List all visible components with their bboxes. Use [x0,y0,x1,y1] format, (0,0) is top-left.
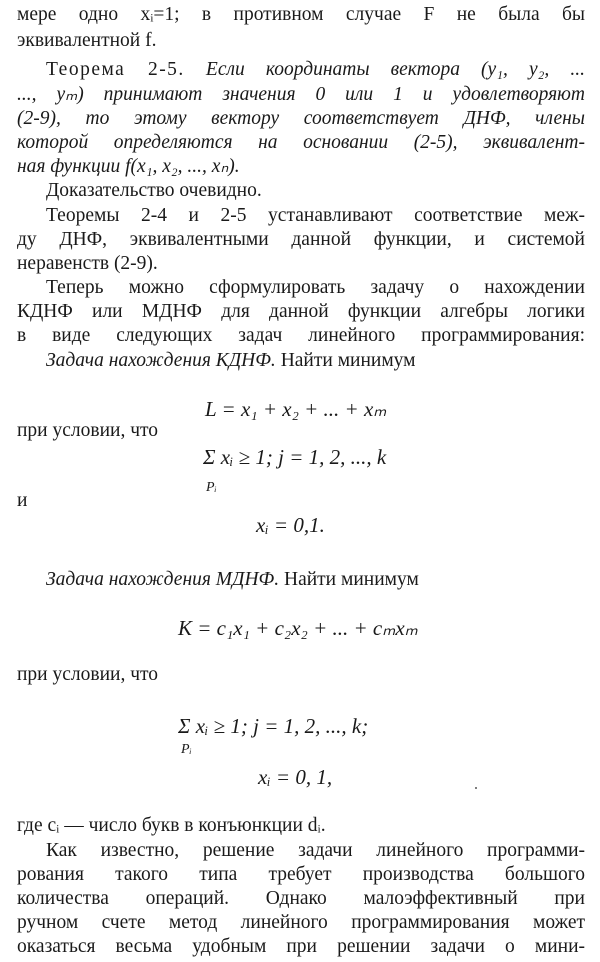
theorem-line [46,59,585,81]
task-text: Найти минимум [283,569,419,590]
task-label: Задача нахождения КДНФ. [46,350,276,371]
condition-text: при условии, что [17,420,159,441]
text-line: эквивалентной f. [17,30,157,51]
formula-K: K = c₁x₁ + c₂x₂ + ... + cₘxₘ [178,616,418,640]
text-line: ручном счете метод линейного программирования может [17,912,585,933]
text-line: неравенств (2-9). [17,253,158,274]
text-line: КДНФ или МДНФ для данной функции алгебры логики [17,301,585,322]
text-line: Как известно, решение задачи линейного программи- [46,840,585,861]
theorem-line: ..., yₘ) принимают значения 0 или 1 и удовлетворяют [17,84,585,105]
text-line: оказаться весьма удобным при решении задачи о мини- [17,936,585,957]
formula-sum-1 [203,444,386,470]
sum-subscript: Pᵢ [206,480,217,495]
task-heading [46,350,585,372]
theorem-label: Теорема 2-5. [46,59,185,80]
formula-L: L = x₁ + x₂ + ... + xₘ [205,397,387,421]
formula-domain-2: xᵢ = 0, 1, [258,765,333,789]
text-line: в виде следующих задач линейного программирования: [17,325,585,346]
theorem-text: Если координаты вектора (y₁, y₂, ... [205,59,585,80]
formula-domain-1: xᵢ = 0,1. [256,513,325,537]
task-heading [46,569,585,591]
text-line: Доказательство очевидно. [46,180,262,201]
formula-sum-2: Σ xᵢ ≥ 1; j = 1, 2, ..., k; [178,714,369,738]
text-line: Теперь можно сформулировать задачу о нахождении [46,277,585,298]
conjunction-text: и [17,490,28,511]
text-line: где cᵢ — число букв в конъюнкции dᵢ. [17,815,326,836]
theorem-line: (2-9), то этому вектору соответствует ДНФ, члены [17,108,585,129]
theorem-line: ная функции f(x₁, x₂, ..., xₙ). [17,156,240,177]
text-line: ду ДНФ, эквивалентными данной функции, и системой [17,229,585,250]
print-speck [475,787,477,789]
text-line: количества операций. Однако малоэффективный при [17,888,585,909]
sum-subscript: Pᵢ [181,742,192,757]
text-line: мере одно xᵢ=1; в противном случае F не была бы [17,4,585,25]
text-line: Теоремы 2-4 и 2-5 устанавливают соответствие меж- [46,205,585,226]
theorem-line: которой определяются на основании (2-5), эквивалент- [17,132,585,153]
condition-text: при условии, что [17,664,159,685]
formula-sum-body: Σ xᵢ ≥ 1; j = 1, 2, ..., k [203,445,387,469]
task-label: Задача нахождения МДНФ. [46,569,280,590]
task-text: Найти минимум [280,350,416,371]
text-line: рования такого типа требует производства большого [17,864,585,885]
